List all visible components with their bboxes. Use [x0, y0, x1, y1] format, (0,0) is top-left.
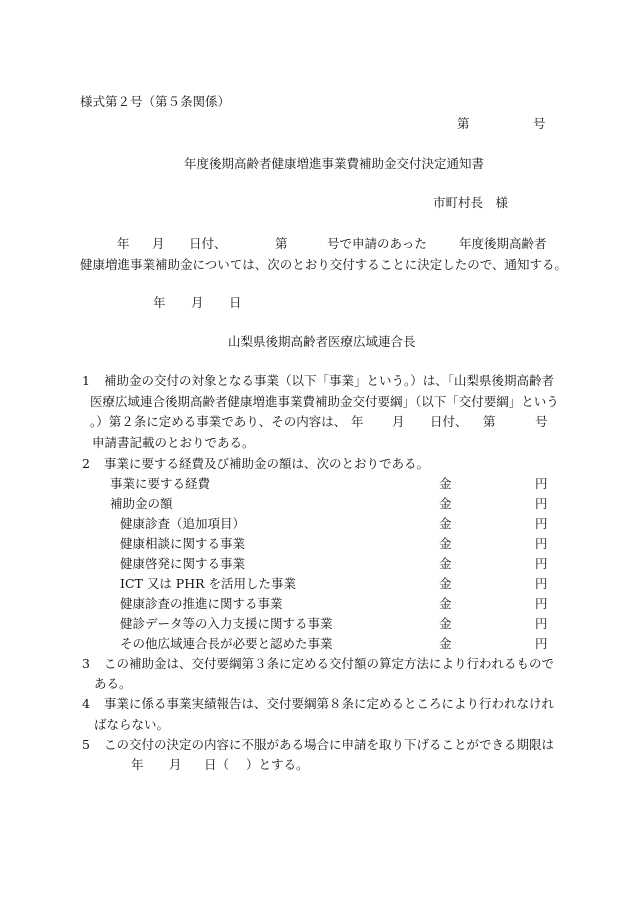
- amount-prefix: 金: [439, 516, 452, 531]
- clause-1-line4: 申請書記載のとおりである。: [92, 435, 255, 450]
- amount-unit: 円: [535, 496, 548, 511]
- clause-3-line2: ある。: [94, 676, 132, 691]
- form-label: 様式第２号（第５条関係）: [80, 94, 231, 109]
- clause-2-text: 事業に要する経費及び補助金の額は、次のとおりである。: [104, 456, 430, 471]
- expense-item-label: ICT 又は PHR を活用した事業: [120, 576, 296, 591]
- intro-day: 日付、: [189, 236, 227, 251]
- amount-unit: 円: [535, 596, 548, 611]
- clause-1-go: 号: [535, 414, 548, 429]
- expense-item-label: 事業に要する経費: [110, 476, 211, 491]
- clause-5-line1: この交付の決定の内容に不服がある場合に申請を取り下げることができる期限は: [104, 737, 555, 752]
- expense-item-label: 補助金の額: [110, 496, 173, 511]
- intro-applied: 号で申請のあった: [327, 236, 427, 251]
- clause-4-line1: 事業に係る事業実績報告は、交付要綱第８条に定めるところにより行われなけれ: [104, 696, 555, 711]
- expense-item-label: 健康診査の推進に関する事業: [120, 596, 283, 611]
- intro-fiscal: 年度後期高齢者: [459, 236, 547, 251]
- addressee: 市町村長 様: [433, 195, 509, 210]
- amount-prefix: 金: [439, 476, 452, 491]
- amount-unit: 円: [535, 636, 548, 651]
- clause-3-line1: この補助金は、交付要綱第３条に定める交付額の算定方法により行われるもので: [104, 656, 555, 671]
- clause-number: 2: [82, 456, 90, 471]
- intro-month: 月: [152, 236, 165, 251]
- clause-5-day: 日（: [204, 757, 230, 772]
- date-year: 年: [153, 295, 166, 310]
- intro-line2: 健康増進事業補助金については、次のとおり交付することに決定したので、通知する。: [80, 257, 568, 272]
- amount-prefix: 金: [439, 496, 452, 511]
- clause-1-day: 日付、: [430, 414, 468, 429]
- clause-1-line2: 医療広域連合後期高齢者健康増進事業費補助金交付要綱」（以下「交付要綱」という: [90, 394, 559, 409]
- expense-item-label: 健康相談に関する事業: [120, 536, 246, 551]
- clause-5-year: 年: [131, 757, 144, 772]
- clause-1-year: 年: [351, 414, 364, 429]
- doc-number-prefix: 第: [457, 116, 470, 131]
- clause-number: 5: [82, 737, 90, 752]
- amount-unit: 円: [535, 516, 548, 531]
- amount-prefix: 金: [439, 576, 452, 591]
- clause-5-end: ）とする。: [246, 757, 309, 772]
- clause-4-line2: ばならない。: [94, 717, 170, 732]
- date-month: 月: [191, 295, 204, 310]
- amount-prefix: 金: [439, 596, 452, 611]
- document-title: 年度後期高齢者健康増進事業費補助金交付決定通知書: [184, 156, 485, 171]
- expense-item-label: 健康診査（追加項目）: [120, 516, 246, 531]
- amount-unit: 円: [535, 556, 548, 571]
- amount-prefix: 金: [439, 536, 452, 551]
- amount-prefix: 金: [439, 636, 452, 651]
- date-day: 日: [229, 295, 242, 310]
- clause-number: 1: [82, 373, 90, 388]
- clause-1-line3-a: 。）第２条に定める事業であり、その内容は、: [90, 414, 347, 429]
- clause-1-month: 月: [392, 414, 405, 429]
- amount-prefix: 金: [439, 556, 452, 571]
- expense-item-label: 健診データ等の入力支援に関する事業: [120, 616, 333, 631]
- clause-1-no: 第: [483, 414, 496, 429]
- clause-5-month: 月: [169, 757, 182, 772]
- expense-item-label: その他広域連合長が必要と認めた事業: [120, 636, 333, 651]
- amount-unit: 円: [535, 576, 548, 591]
- intro-year: 年: [117, 236, 130, 251]
- clause-1-line1: 補助金の交付の対象となる事業（以下「事業」という。）は、「山梨県後期高齢者: [104, 373, 555, 388]
- amount-unit: 円: [535, 616, 548, 631]
- clause-number: 3: [82, 656, 90, 671]
- clause-number: 4: [82, 696, 90, 711]
- amount-unit: 円: [535, 536, 548, 551]
- amount-prefix: 金: [439, 616, 452, 631]
- issuer: 山梨県後期高齢者医療広域連合長: [228, 334, 416, 349]
- expense-item-label: 健康啓発に関する事業: [120, 556, 246, 571]
- intro-no: 第: [275, 236, 288, 251]
- amount-unit: 円: [535, 476, 548, 491]
- doc-number-suffix: 号: [533, 116, 546, 131]
